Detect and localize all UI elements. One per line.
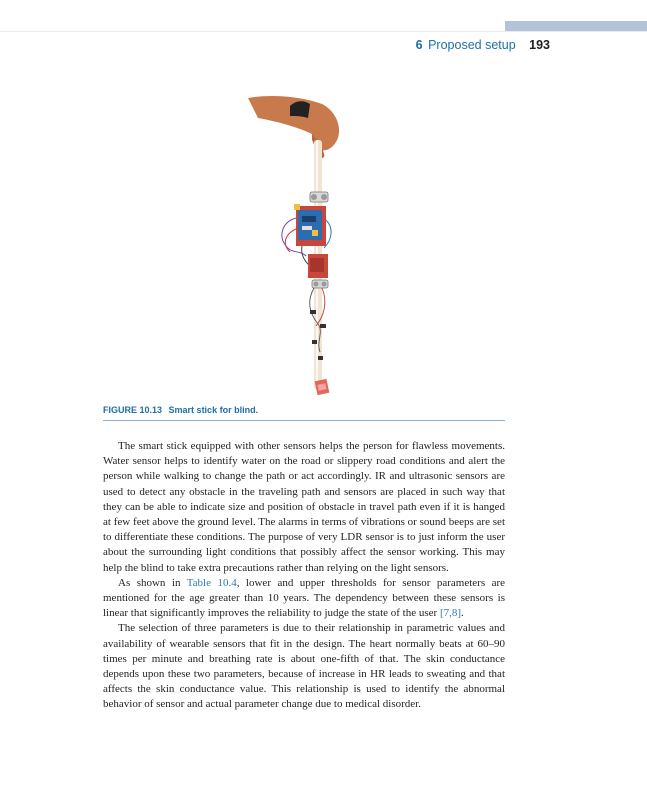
figure-caption-text: Smart stick for blind. [168, 405, 259, 415]
figure-label: FIGURE 10.13 [103, 405, 163, 415]
caption-rule [103, 420, 505, 421]
figure-smart-stick [230, 88, 380, 404]
chapter-number: 6 [415, 38, 423, 52]
page-number: 193 [529, 38, 550, 52]
citation-link[interactable]: [7,8] [439, 607, 462, 620]
body-text [103, 439, 505, 713]
header-rule [0, 31, 647, 32]
paragraph-2 [103, 576, 505, 622]
paragraph-2-text: As shown in [118, 576, 187, 589]
paragraph-3: The selection of three parameters is due to their relationship in parametric values and availability of wearable sensors that fit in the design. The heart normally beats at 60–90 times per minute and breathing rate is about one-fifth of that. The skin conductance depends upon these two parameters, because of increase in HR leads to sweating and that affects the skin conductance value. This relationship is used to identify the abnormal behavior of sensor and actual parameter change due to medical disorder. [103, 622, 505, 711]
paragraph-2-text: , lower and upper thresholds for sensor parameters are mentioned for the age greater than 10 years. The dependency between these sensors is linear that significantly improves the reliability to judge the state of the user [103, 576, 505, 620]
table-reference-link[interactable]: Table 10.4 [186, 576, 237, 589]
smart-stick-photo [230, 88, 380, 404]
paragraph-1: The smart stick equipped with other sensors helps the person for flawless movements. Water sensor helps to identify water on the road or slippery road conditions and alert the person while walking to change the path or act accordingly. IR and ultrasonic sensors are used to detect any obstacle in the traveling path and sensors are placed in such way that they can be able to indicate size and position of obstacle in travel path even if it is hanged at few feet above the ground level. The alarms in terms of vibrations or sound beeps are set to differentiate these conditions. The purpose of very LDR sensor is to just inform the user about the surrounding light conditions that possibly affect the sensor working. This may help the blind to take extra precautions rather than relying on the light sensors. [103, 440, 505, 574]
paragraph-2-text: . [461, 607, 464, 620]
running-head [360, 37, 550, 53]
figure-caption [103, 404, 505, 416]
chapter-title: Proposed setup [428, 38, 516, 52]
